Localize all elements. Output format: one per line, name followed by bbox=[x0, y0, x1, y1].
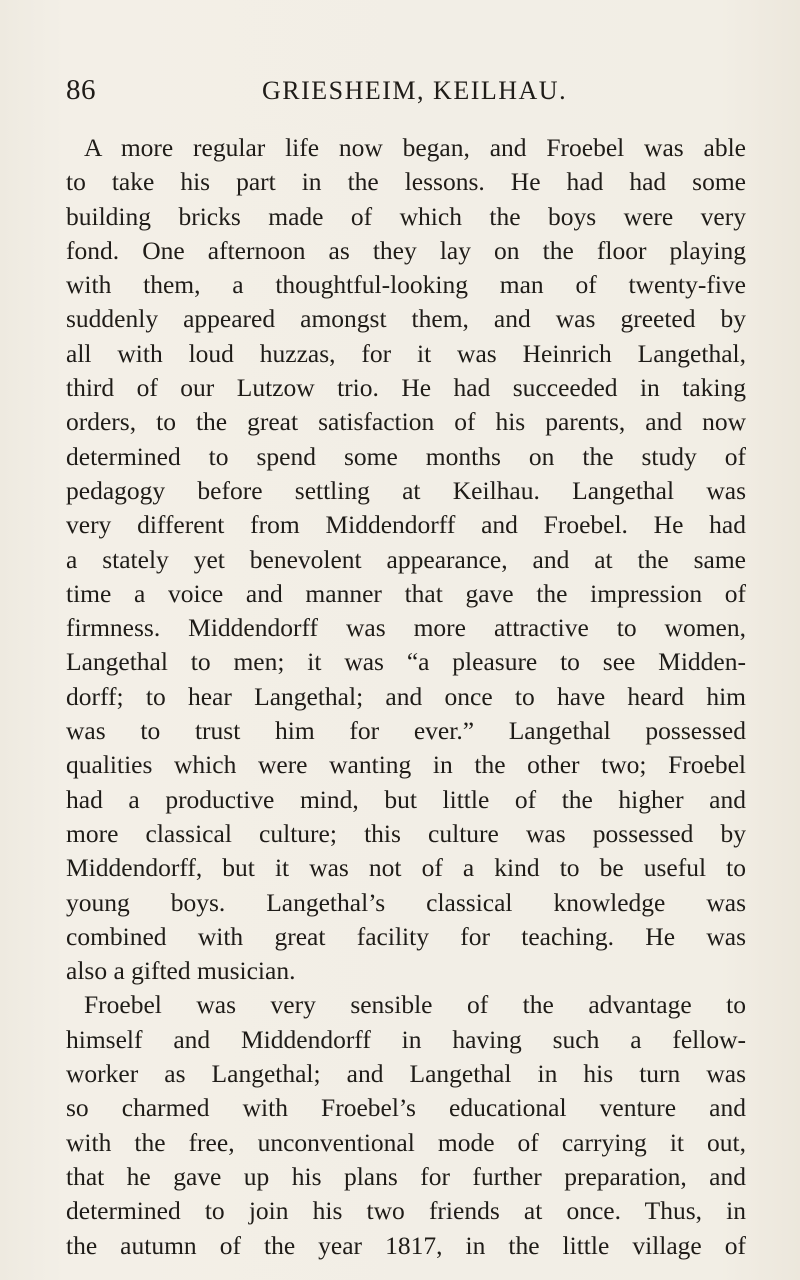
text-line: was to trust him for ever.” Langethal possessed bbox=[66, 716, 746, 746]
body-text bbox=[66, 131, 746, 1263]
running-head: GRIESHEIM, KEILHAU. bbox=[262, 76, 568, 105]
page-header bbox=[66, 74, 746, 114]
text-line: also a gifted musician. bbox=[66, 956, 296, 986]
text-line: suddenly appeared amongst them, and was greeted by bbox=[66, 304, 746, 334]
text-line: orders, to the great satisfaction of his parents, and now bbox=[66, 407, 746, 437]
text-line: young boys. Langethal’s classical knowledge was bbox=[66, 887, 746, 917]
text-line: A more regular life now began, and Froebel was able bbox=[84, 133, 746, 162]
text-line: a stately yet benevolent appearance, and at the same bbox=[66, 544, 746, 574]
text-line: third of our Lutzow trio. He had succeeded in taking bbox=[66, 373, 746, 403]
text-line: Langethal to men; it was “a pleasure to see Midden- bbox=[66, 647, 746, 677]
text-line: time a voice and manner that gave the impression of bbox=[66, 578, 746, 608]
text-line: that he gave up his plans for further preparation, and bbox=[66, 1161, 746, 1191]
text-line: building bricks made of which the boys were very bbox=[66, 201, 746, 231]
text-line: Froebel was very sensible of the advantage to bbox=[84, 990, 746, 1020]
text-line: dorff; to hear Langethal; and once to have heard him bbox=[66, 681, 746, 711]
text-line: combined with great facility for teaching. He was bbox=[66, 921, 746, 951]
text-line: to take his part in the lessons. He had had some bbox=[66, 167, 746, 197]
text-line: so charmed with Froebel’s educational venture and bbox=[66, 1093, 746, 1123]
text-line: worker as Langethal; and Langethal in his turn was bbox=[66, 1059, 746, 1089]
text-line: had a productive mind, but little of the higher and bbox=[66, 784, 746, 814]
text-line: pedagogy before settling at Keilhau. Langethal was bbox=[66, 475, 746, 505]
text-line: with them, a thoughtful-looking man of twenty-five bbox=[66, 270, 746, 300]
text-line: more classical culture; this culture was possessed by bbox=[66, 818, 746, 848]
text-line: determined to join his two friends at once. Thus, in bbox=[66, 1196, 746, 1226]
text-line: Middendorff, but it was not of a kind to be useful to bbox=[66, 853, 746, 883]
page-number: 86 bbox=[66, 74, 96, 106]
text-line: all with loud huzzas, for it was Heinrich Langethal, bbox=[66, 338, 746, 368]
text-line: firmness. Middendorff was more attractive to women, bbox=[66, 613, 746, 643]
text-line: himself and Middendorff in having such a fellow- bbox=[66, 1024, 746, 1054]
text-line: with the free, unconventional mode of carrying it out, bbox=[66, 1127, 746, 1157]
text-line: determined to spend some months on the study of bbox=[66, 441, 746, 471]
text-line: fond. One afternoon as they lay on the floor playing bbox=[66, 235, 746, 265]
text-line: the autumn of the year 1817, in the little village of bbox=[66, 1230, 746, 1260]
text-line: very different from Middendorff and Froebel. He had bbox=[66, 510, 746, 540]
text-line: qualities which were wanting in the other two; Froebel bbox=[66, 750, 746, 780]
